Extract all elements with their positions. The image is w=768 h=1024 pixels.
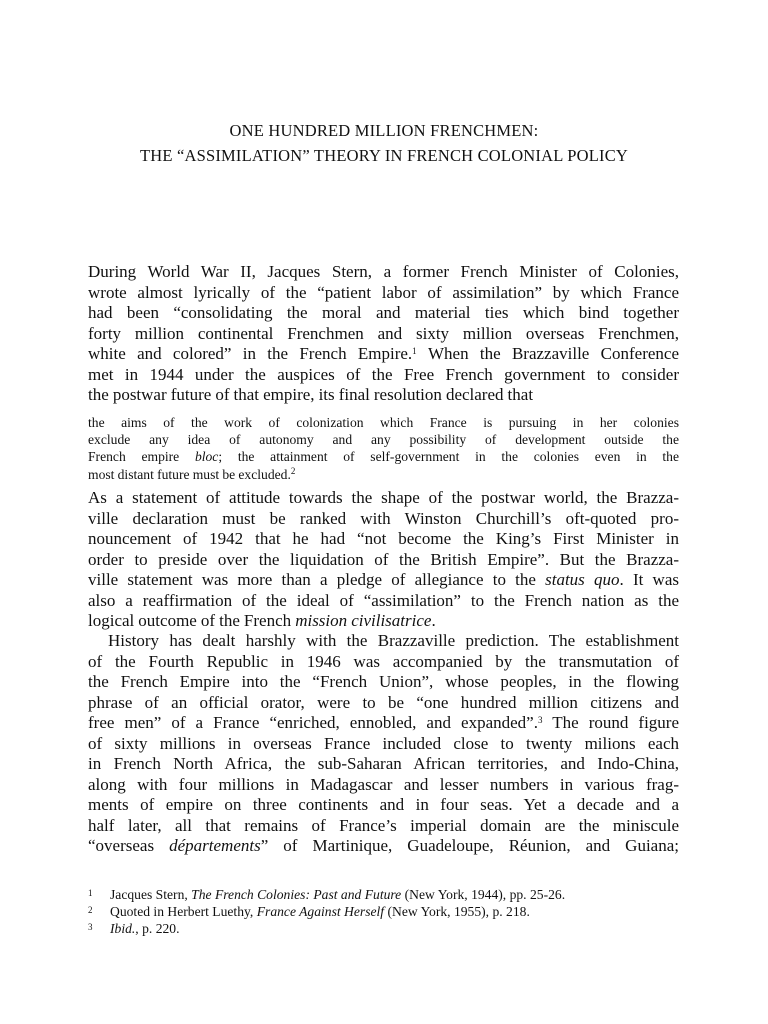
italic-term: mission civilisatrice (295, 611, 432, 630)
text-line: half later, all that remains of France’s imperial domain are the miniscule (88, 815, 679, 835)
footnote (88, 920, 688, 937)
text-segment: . (431, 611, 436, 630)
text-line: forty million continental Frenchmen and sixty million overseas Frenchmen, (88, 323, 679, 343)
text-segment: white and colored” in the French Empire. (88, 344, 413, 363)
text-line (88, 611, 679, 632)
article-title (60, 118, 708, 168)
paragraph-intro (88, 262, 679, 406)
text-line: of the Fourth Republic in 1946 was accompanied by the transmutation of (88, 651, 679, 671)
text-segment: Quoted in Herbert Luethy, (110, 904, 257, 919)
text-segment: (New York, 1955), p. 218. (384, 904, 530, 919)
text-line: nouncement of 1942 that he had “not become the King’s First Minister in (88, 529, 679, 548)
text-line: wrote almost lyrically of the “patient labor of assimilation” by which France (88, 282, 679, 302)
text-segment: ” of Martinique, Guadeloupe, Réunion, and Guiana; (260, 836, 679, 855)
text-line: met in 1944 under the auspices of the Free French government to consider (88, 364, 679, 384)
text-segment: ville statement was more than a pledge of allegiance to the (88, 570, 546, 589)
text-segment: Jacques Stern, (110, 887, 192, 902)
footnote-marker: 1 (412, 346, 417, 356)
footnote-number: 1 (88, 888, 93, 898)
italic-term: bloc (194, 449, 219, 465)
text-line (88, 713, 679, 734)
footnote-title: France Against Herself (256, 904, 385, 919)
text-line: ville declaration must be ranked with Winston Churchill’s oft-quoted pro- (88, 508, 679, 528)
text-line: of sixty millions in overseas France included close to twenty milions each (88, 733, 679, 753)
text-line: order to preside over the liquidation of the British Empire”. But the Brazza- (88, 549, 679, 569)
text-line: in French North Africa, the sub-Saharan African territories, and Indo-China, (88, 754, 679, 773)
footnote-number: 3 (88, 922, 93, 932)
quote-line (88, 448, 679, 465)
text-line (88, 570, 679, 591)
italic-term: status quo (545, 570, 620, 589)
footnote-marker: 3 (537, 715, 543, 725)
italic-term: départements (169, 836, 261, 855)
block-quote (88, 414, 679, 483)
text-segment: . It was (619, 570, 679, 589)
quote-line: the aims of the work of colonization which France is pursuing in her colonies (88, 415, 679, 430)
text-line: also a reaffirmation of the ideal of “assimilation” to the French nation as the (88, 590, 679, 610)
paragraph-history (88, 631, 679, 857)
text-line (88, 836, 679, 857)
footnote-text (110, 886, 565, 903)
text-segment: logical outcome of the French (88, 611, 296, 630)
text-line: the French Empire into the “French Union”, whose peoples, in the flowing (88, 672, 679, 691)
footnote-text (110, 920, 179, 937)
footnote-text (110, 903, 530, 920)
text-segment: ; the attainment of self-government in the colonies even in the (218, 449, 680, 465)
text-segment: , p. 220. (135, 921, 180, 936)
text-line: History has dealt harshly with the Brazzaville prediction. The establishment (108, 631, 679, 650)
footnote-title: The French Colonies: Past and Future (191, 887, 402, 902)
title-line-1: ONE HUNDRED MILLION FRENCHMEN: (229, 121, 539, 140)
text-line: the postwar future of that empire, its final resolution declared that (88, 385, 534, 404)
text-line: phrase of an official orator, were to be “one hundred million citizens and (88, 692, 679, 712)
text-segment: (New York, 1944), pp. 25-26. (401, 887, 566, 902)
footnote-number: 2 (88, 905, 93, 915)
text-segment: The round figure (542, 713, 679, 732)
footnote (88, 903, 688, 920)
text-line: along with four millions in Madagascar and lesser numbers in various frag- (88, 774, 679, 794)
text-segment: “overseas (88, 836, 170, 855)
footnote (88, 886, 688, 903)
text-segment: free men” of a France “enriched, ennobled, and expanded”. (88, 713, 538, 732)
text-segment: When the Brazzaville Conference (416, 344, 679, 363)
text-segment: most distant future must be excluded. (88, 466, 291, 482)
footnotes (88, 886, 688, 937)
quote-line (88, 466, 679, 483)
text-segment: French empire (88, 449, 195, 465)
text-line (88, 344, 679, 365)
text-line: As a statement of attitude towards the shape of the postwar world, the Brazza- (88, 488, 679, 507)
text-line: ments of empire on three continents and in four seas. Yet a decade and a (88, 795, 679, 814)
footnote-marker: 2 (290, 465, 296, 476)
footnote-title: Ibid. (110, 921, 136, 936)
quote-line: exclude any idea of autonomy and any possibility of development outside the (88, 432, 679, 448)
title-line-2: THE “ASSIMILATION” THEORY IN FRENCH COLONIAL POLICY (139, 146, 629, 165)
text-line: had been “consolidating the moral and material ties which bind together (88, 303, 679, 322)
text-line: During World War II, Jacques Stern, a former French Minister of Colonies, (88, 262, 679, 281)
paragraph-brazzaville (88, 488, 679, 632)
